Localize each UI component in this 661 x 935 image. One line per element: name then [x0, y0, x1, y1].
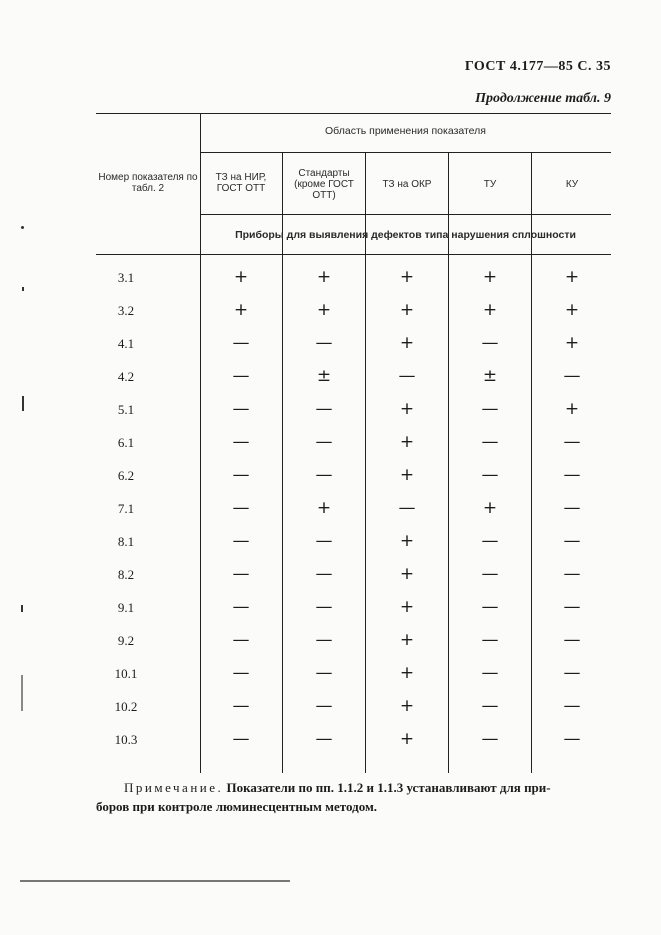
cell-mark: +	[233, 300, 249, 320]
cell-mark: +	[399, 399, 415, 419]
section-header-rule	[96, 254, 611, 255]
cell-mark: +	[399, 630, 415, 650]
cell-mark: —	[232, 399, 250, 419]
cell-mark: —	[481, 663, 499, 683]
col-divider-number	[200, 113, 201, 773]
column-header-standards: Стандарты (кроме ГОСТ ОТТ)	[294, 168, 354, 201]
row-number: 8.1	[117, 534, 135, 549]
cell-mark: —	[315, 597, 333, 617]
cell-mark: —	[315, 630, 333, 650]
row-number: 5.1	[117, 402, 135, 417]
cell-mark: +	[399, 267, 415, 287]
column-header-tz-okr: ТЗ на ОКР	[382, 179, 432, 190]
cell-mark: —	[232, 630, 250, 650]
cell-mark: —	[563, 366, 581, 386]
cell-mark: —	[315, 432, 333, 452]
cell-mark: +	[399, 333, 415, 353]
scan-speck	[21, 675, 23, 711]
cell-mark: —	[563, 729, 581, 749]
cell-mark: —	[481, 333, 499, 353]
cell-mark: —	[315, 333, 333, 353]
col-divider-1	[282, 153, 283, 773]
cell-mark: —	[563, 498, 581, 518]
cell-mark: —	[315, 696, 333, 716]
cell-mark: ±	[316, 366, 332, 386]
row-number: 10.3	[114, 732, 138, 747]
cell-mark: +	[399, 564, 415, 584]
cell-mark: +	[316, 300, 332, 320]
cell-mark: —	[232, 564, 250, 584]
cell-mark: +	[564, 300, 580, 320]
cell-mark: —	[481, 630, 499, 650]
cell-mark: +	[316, 498, 332, 518]
cell-mark: —	[315, 399, 333, 419]
cell-mark: —	[563, 696, 581, 716]
row-number: 9.1	[117, 600, 135, 615]
cell-mark: —	[563, 663, 581, 683]
cell-mark: —	[563, 465, 581, 485]
cell-mark: +	[564, 399, 580, 419]
group-header: Область применения показателя	[325, 125, 486, 137]
note-label: Примечание.	[124, 780, 224, 795]
cell-mark: —	[481, 399, 499, 419]
cell-mark: —	[315, 465, 333, 485]
cell-mark: —	[563, 531, 581, 551]
cell-mark: +	[399, 432, 415, 452]
cell-mark: —	[481, 465, 499, 485]
cell-mark: +	[399, 531, 415, 551]
cell-mark: +	[399, 597, 415, 617]
page-header: ГОСТ 4.177—85 С. 35	[464, 59, 611, 74]
scan-speck	[22, 396, 24, 411]
row-number: 4.2	[117, 369, 135, 384]
cell-mark: +	[399, 696, 415, 716]
note-text-line2: боров при контроле люминесцентным методом.	[96, 799, 378, 814]
scan-speck	[21, 226, 24, 229]
cell-mark: —	[232, 597, 250, 617]
cell-mark: +	[482, 267, 498, 287]
group-header-rule	[200, 152, 611, 153]
row-number: 3.2	[117, 303, 135, 318]
cell-mark: +	[399, 729, 415, 749]
table-continuation-label: Продолжение табл. 9	[475, 91, 611, 106]
scan-speck	[22, 287, 24, 291]
cell-mark: —	[232, 696, 250, 716]
cell-mark: +	[399, 465, 415, 485]
cell-mark: +	[482, 498, 498, 518]
scan-edge-line	[20, 880, 290, 882]
cell-mark: —	[481, 432, 499, 452]
row-number: 6.2	[117, 468, 135, 483]
cell-mark: —	[315, 663, 333, 683]
cell-mark: —	[232, 729, 250, 749]
cell-mark: —	[481, 597, 499, 617]
number-column-header: Номер показателя по табл. 2	[98, 172, 198, 194]
cell-mark: +	[482, 300, 498, 320]
table-note	[96, 778, 616, 816]
cell-mark: —	[563, 564, 581, 584]
col-divider-2	[365, 153, 366, 773]
cell-mark: —	[563, 630, 581, 650]
row-number: 8.2	[117, 567, 135, 582]
cell-mark: +	[399, 663, 415, 683]
cell-mark: ±	[482, 366, 498, 386]
cell-mark: +	[399, 300, 415, 320]
row-number: 6.1	[117, 435, 135, 450]
cell-mark: —	[232, 333, 250, 353]
scan-speck	[21, 605, 23, 612]
cell-mark: +	[316, 267, 332, 287]
column-header-ku: КУ	[565, 179, 579, 190]
cell-mark: —	[232, 465, 250, 485]
cell-mark: —	[481, 564, 499, 584]
cell-mark: +	[564, 267, 580, 287]
cell-mark: —	[481, 531, 499, 551]
column-header-tu: ТУ	[483, 179, 497, 190]
row-number: 7.1	[117, 501, 135, 516]
cell-mark: —	[398, 498, 416, 518]
column-header-rule	[200, 214, 611, 215]
row-number: 10.2	[114, 699, 138, 714]
cell-mark: +	[233, 267, 249, 287]
col-divider-3	[448, 153, 449, 773]
cell-mark: —	[315, 531, 333, 551]
cell-mark: —	[232, 498, 250, 518]
section-header: Приборы для выявления дефектов типа нарушения сплошности	[235, 229, 576, 241]
cell-mark: —	[232, 531, 250, 551]
note-text-line1: Показатели по пп. 1.1.2 и 1.1.3 устанавливают для при-	[226, 780, 551, 795]
table-top-rule	[96, 113, 611, 114]
cell-mark: —	[232, 432, 250, 452]
cell-mark: —	[398, 366, 416, 386]
cell-mark: —	[315, 564, 333, 584]
column-header-tz-nir: ТЗ на НИР, ГОСТ ОТТ	[215, 172, 267, 194]
cell-mark: —	[481, 729, 499, 749]
row-number: 10.1	[114, 666, 138, 681]
cell-mark: —	[232, 366, 250, 386]
cell-mark: —	[315, 729, 333, 749]
row-number: 3.1	[117, 270, 135, 285]
row-number: 4.1	[117, 336, 135, 351]
cell-mark: —	[563, 597, 581, 617]
cell-mark: —	[481, 696, 499, 716]
cell-mark: +	[564, 333, 580, 353]
row-number: 9.2	[117, 633, 135, 648]
col-divider-4	[531, 153, 532, 773]
cell-mark: —	[563, 432, 581, 452]
cell-mark: —	[232, 663, 250, 683]
